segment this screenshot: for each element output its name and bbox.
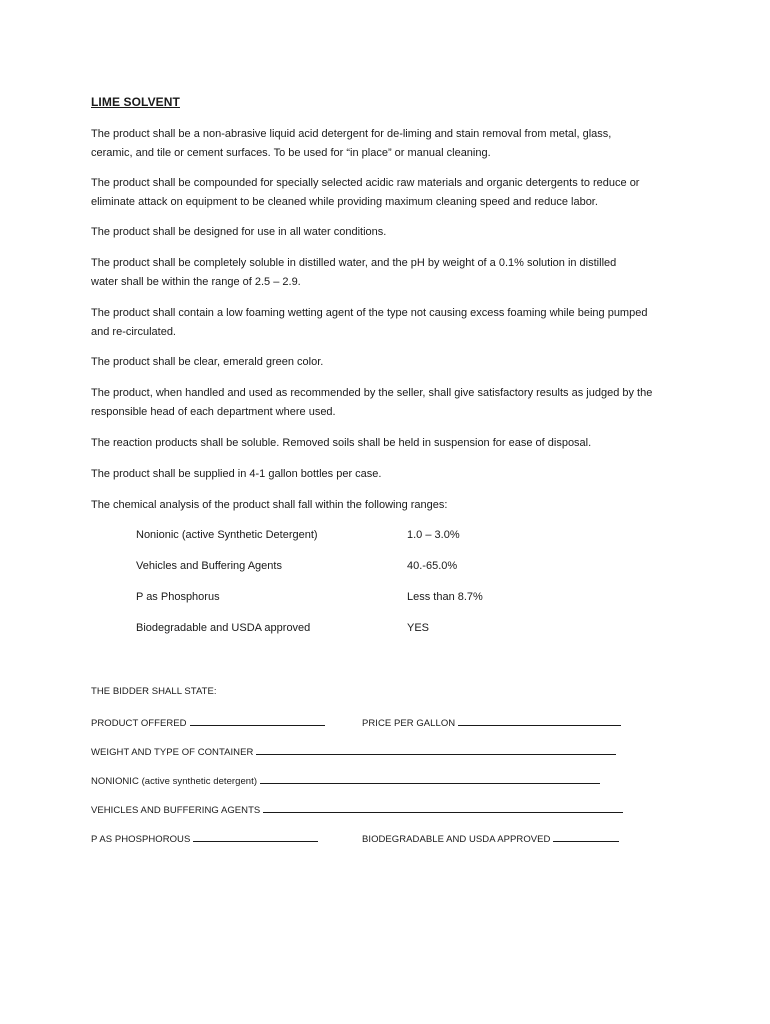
paragraph-line: The product shall be completely soluble in distilled water, and the pH by weight of a 0.1% solution in distilled [91,257,617,269]
range-row-phosphorus [0,591,770,607]
paragraph-line: responsible head of each department where used. [91,405,336,418]
price-per-gallon-blank[interactable] [458,716,621,726]
paragraph-color [91,353,691,372]
paragraph-line: The product, when handled and used as recommended by the seller, shall give satisfactory results as judged by the [91,387,653,399]
biodegradable-usda-label: BIODEGRADABLE AND USDA APPROVED [362,834,551,845]
product-offered-label: PRODUCT OFFERED [91,718,187,729]
paragraph-line: eliminate attack on equipment to be cleaned while providing maximum cleaning speed and reduce labor. [91,195,598,208]
range-name: Vehicles and Buffering Agents [136,560,282,572]
p-as-phosphorous-label: P AS PHOSPHOROUS [91,834,191,845]
paragraph-line: The product shall contain a low foaming wetting agent of the type not causing excess foaming while being pumped [91,307,648,319]
nonionic-blank[interactable] [260,774,600,784]
paragraph-line: The product shall be compounded for specially selected acidic raw materials and organic detergents to reduce or [91,177,640,189]
paragraph-line: The product shall be clear, emerald green color. [91,356,324,368]
price-per-gallon-label: PRICE PER GALLON [362,718,456,729]
price-per-gallon-field[interactable] [362,716,621,729]
range-value: Less than 8.7% [407,591,483,603]
vehicles-buffering-blank[interactable] [263,803,623,813]
nonionic-label: NONIONIC (active synthetic detergent) [91,776,258,787]
p-as-phosphorous-blank[interactable] [193,832,318,842]
paragraph-line: The product shall be supplied in 4-1 gallon bottles per case. [91,468,382,480]
range-value: 1.0 – 3.0% [407,529,460,541]
weight-type-container-blank[interactable] [256,745,616,755]
paragraph-abrasive [91,125,691,162]
vehicles-buffering-label: VEHICLES AND BUFFERING AGENTS [91,805,261,816]
paragraph-low-foaming [91,304,691,341]
nonionic-field[interactable] [91,774,600,787]
paragraph-line: The product shall be designed for use in all water conditions. [91,226,387,238]
biodegradable-usda-blank[interactable] [553,832,619,842]
range-row-nonionic [0,529,770,545]
document-title: LIME SOLVENT [91,95,180,109]
biodegradable-usda-field[interactable] [362,832,619,845]
paragraph-reaction-products [91,434,691,453]
range-name: P as Phosphorus [136,591,220,603]
weight-type-container-field[interactable] [91,745,616,758]
p-as-phosphorous-field[interactable] [91,832,318,845]
product-offered-blank[interactable] [190,716,325,726]
paragraph-line: The chemical analysis of the product shall fall within the following ranges: [91,499,448,511]
paragraph-water-conditions [91,223,691,242]
range-row-biodegradable [0,622,770,638]
range-name: Biodegradable and USDA approved [136,622,311,634]
vehicles-buffering-field[interactable] [91,803,623,816]
paragraph-line: The product shall be a non-abrasive liquid acid detergent for de-liming and stain removal from metal, glass, [91,128,612,140]
paragraph-line: The reaction products shall be soluble. Removed soils shall be held in suspension for ease of disposal. [91,437,592,449]
paragraph-soluble-ph [91,254,691,291]
paragraph-line: ceramic, and tile or cement surfaces. To be used for “in place” or manual cleaning. [91,146,491,159]
paragraph-supplied [91,465,691,484]
range-value: YES [407,622,430,634]
paragraph-satisfactory [91,384,691,421]
paragraph-chemical-analysis [91,496,691,515]
weight-type-container-label: WEIGHT AND TYPE OF CONTAINER [91,747,254,758]
range-value: 40.-65.0% [407,560,458,572]
paragraph-line: and re-circulated. [91,325,176,338]
range-name: Nonionic (active Synthetic Detergent) [136,529,318,541]
paragraph-compounded [91,174,691,211]
paragraph-line: water shall be within the range of 2.5 – 2.9. [91,275,301,288]
product-offered-field[interactable] [91,716,325,729]
bidder-heading: THE BIDDER SHALL STATE: [91,686,217,697]
range-row-vehicles [0,560,770,576]
